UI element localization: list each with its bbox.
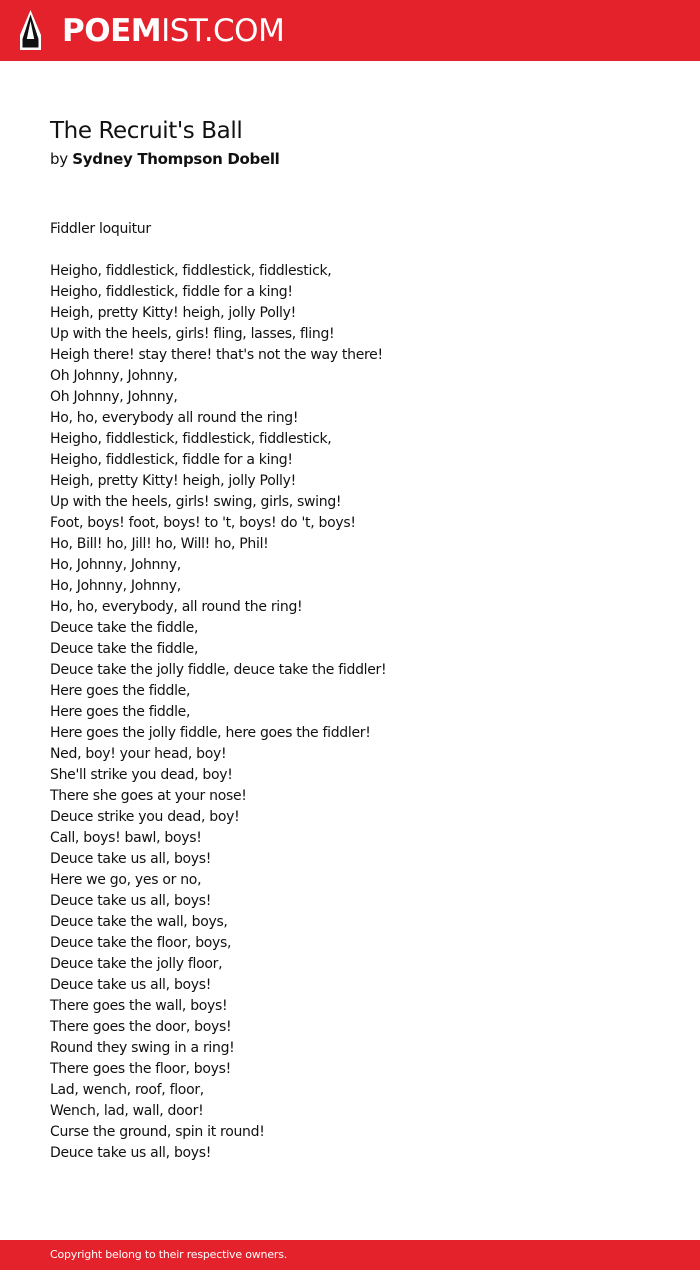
poem-line: Deuce take the wall, boys, [50,914,228,930]
poem-line: Foot, boys! foot, boys! to 't, boys! do 't, boys! [50,515,356,531]
stanza-gap [50,240,386,261]
by-label: by [50,150,68,168]
poem-body [50,219,386,1164]
poem-line: Deuce take the fiddle, [50,620,199,636]
logo-bold-text: POEM [62,13,162,49]
poem-line: Curse the ground, spin it round! [50,1124,265,1140]
poem-line: Up with the heels, girls! fling, lasses, fling! [50,326,335,342]
poem-line: Call, boys! bawl, boys! [50,830,202,846]
poem-line: Deuce take the floor, boys, [50,935,232,951]
poem-line: There goes the floor, boys! [50,1061,231,1077]
poem-line: Ho, ho, everybody, all round the ring! [50,599,303,615]
poem-line: Ho, Johnny, Johnny, [50,578,181,594]
poem-line: Deuce take us all, boys! [50,893,212,909]
poem-title: The Recruit's Ball [50,118,243,144]
poem-line: Deuce take us all, boys! [50,1145,212,1161]
poem-line: Wench, lad, wall, door! [50,1103,204,1119]
poem-line: Here goes the fiddle, [50,704,191,720]
poem-line: Heigh, pretty Kitty! heigh, jolly Polly! [50,305,296,321]
site-logo[interactable] [62,11,284,51]
poem-line: Heigh there! stay there! that's not the way there! [50,347,383,363]
poem-line: Oh Johnny, Johnny, [50,389,178,405]
poem-line: There goes the wall, boys! [50,998,228,1014]
site-footer [0,1240,700,1270]
poem-line: Ned, boy! your head, boy! [50,746,227,762]
poem-line: Ho, Johnny, Johnny, [50,557,181,573]
poem-line: There goes the door, boys! [50,1019,232,1035]
poem-line: Deuce take us all, boys! [50,851,212,867]
poem-line: Deuce take the jolly fiddle, deuce take the fiddler! [50,662,387,678]
poem-lines [50,261,386,1164]
poem-line: Here goes the fiddle, [50,683,191,699]
logo-light-text: IST.COM [161,13,285,49]
poem-line: Heigho, fiddlestick, fiddle for a king! [50,452,293,468]
pen-nib-icon [18,9,43,51]
byline [50,149,280,169]
poem-subtitle: Fiddler loquitur [50,221,151,237]
poem-line: Ho, Bill! ho, Jill! ho, Will! ho, Phil! [50,536,269,552]
poem-line: Heigh, pretty Kitty! heigh, jolly Polly! [50,473,296,489]
poem-line: Deuce take the fiddle, [50,641,199,657]
poem-line: There she goes at your nose! [50,788,247,804]
poem-line: Here goes the jolly fiddle, here goes the fiddler! [50,725,371,741]
poem-line: Here we go, yes or no, [50,872,202,888]
poem-line: Deuce take us all, boys! [50,977,212,993]
poem-line: Up with the heels, girls! swing, girls, swing! [50,494,342,510]
poem-line: Oh Johnny, Johnny, [50,368,178,384]
poem-line: Heigho, fiddlestick, fiddlestick, fiddlestick, [50,263,332,279]
site-header [0,0,700,61]
copyright-text: Copyright belong to their respective owners. [50,1248,288,1261]
poem-line: Ho, ho, everybody all round the ring! [50,410,299,426]
poem-line: Round they swing in a ring! [50,1040,235,1056]
poem-line: Heigho, fiddlestick, fiddle for a king! [50,284,293,300]
poem-line: She'll strike you dead, boy! [50,767,233,783]
poem-line: Lad, wench, roof, floor, [50,1082,204,1098]
poem-line: Heigho, fiddlestick, fiddlestick, fiddlestick, [50,431,332,447]
author-name: Sydney Thompson Dobell [72,150,280,168]
poem-line: Deuce strike you dead, boy! [50,809,240,825]
poem-line: Deuce take the jolly floor, [50,956,223,972]
